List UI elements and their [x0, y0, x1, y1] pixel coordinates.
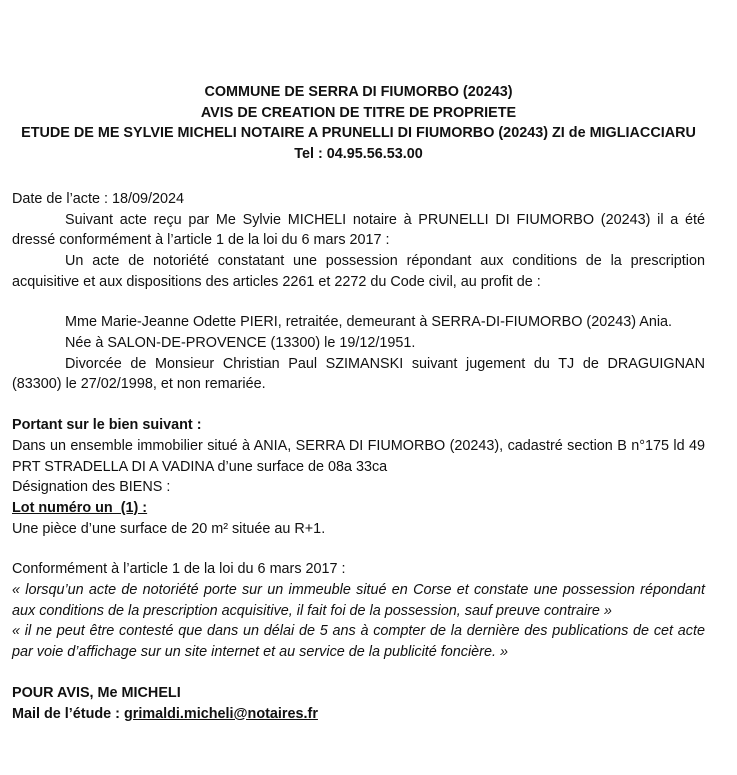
header-notice-title: AVIS DE CREATION DE TITRE DE PROPRIETE [200, 104, 517, 121]
act-paragraph-1: Suivant acte reçu par Me Sylvie MICHELI notaire à PRUNELLI DI FIUMORBO (20243) il a été dressé conformément à l’article 1 de la loi du 6 mars 2017 : [12, 211, 705, 249]
footer-avis: POUR AVIS, Me MICHELI [12, 684, 181, 701]
header-office: ETUDE DE ME SYLVIE MICHELI NOTAIRE A PRUNELLI DI FIUMORBO (20243) ZI de MIGLIACCIARU [21, 125, 696, 142]
spacer [12, 539, 705, 559]
property-designation: Désignation des BIENS : [12, 479, 171, 496]
mail-address-link[interactable]: grimaldi.micheli@notaires.fr [123, 705, 318, 722]
spacer [12, 292, 705, 312]
beneficiary-identity: Mme Marie-Jeanne Odette PIERI, retraitée, demeurant à SERRA-DI-FIUMORBO (20243) Ania. [65, 314, 673, 331]
law-intro: Conformément à l’article 1 de la loi du 6 mars 2017 : [12, 561, 346, 578]
notice-header [12, 82, 705, 165]
act-paragraph-2: Un acte de notoriété constatant une possession répondant aux conditions de la prescription acquisitive et aux dispositions des articles 2261 et 2272 du Code civil, au profit de : [12, 252, 705, 290]
property-description: Dans un ensemble immobilier situé à ANIA, SERRA DI FIUMORBO (20243), cadastré section B n°175 ld 49 PRT STRADELLA DI A VADINA d’une surface de 08a 33ca [12, 437, 705, 475]
spacer [12, 395, 705, 415]
lot-heading: Lot numéro un (1) : [12, 499, 148, 516]
header-commune: COMMUNE DE SERRA DI FIUMORBO (20243) [204, 84, 513, 100]
beneficiary-birth: Née à SALON-DE-PROVENCE (13300) le 19/12/1951. [65, 335, 416, 352]
header-phone: Tel : 04.95.56.53.00 [294, 146, 423, 163]
spacer [12, 663, 705, 683]
beneficiary-marital-status: Divorcée de Monsieur Christian Paul SZIMANSKI suivant jugement du TJ de DRAGUIGNAN (83300) le 27/02/1998, et non remariée. [12, 355, 705, 393]
act-date: Date de l’acte : 18/09/2024 [12, 190, 185, 207]
property-heading: Portant sur le bien suivant : [12, 417, 202, 434]
mail-label: Mail de l’étude : [12, 705, 124, 722]
notice-document [12, 82, 705, 724]
lot-description: Une pièce d’une surface de 20 m² située au R+1. [12, 520, 326, 537]
law-quote-1: « lorsqu’un acte de notoriété porte sur un immeuble situé en Corse et constate une possession répondant aux conditions de la prescription acquisitive, il fait foi de la possession, sauf preuve contraire » [12, 582, 705, 619]
footer-mail [12, 704, 705, 725]
law-quote-2: « il ne peut être contesté que dans un délai de 5 ans à compter de la dernière des publications de cet acte par voie d’affichage sur un site internet et au service de la publicité foncière. » [12, 623, 705, 661]
